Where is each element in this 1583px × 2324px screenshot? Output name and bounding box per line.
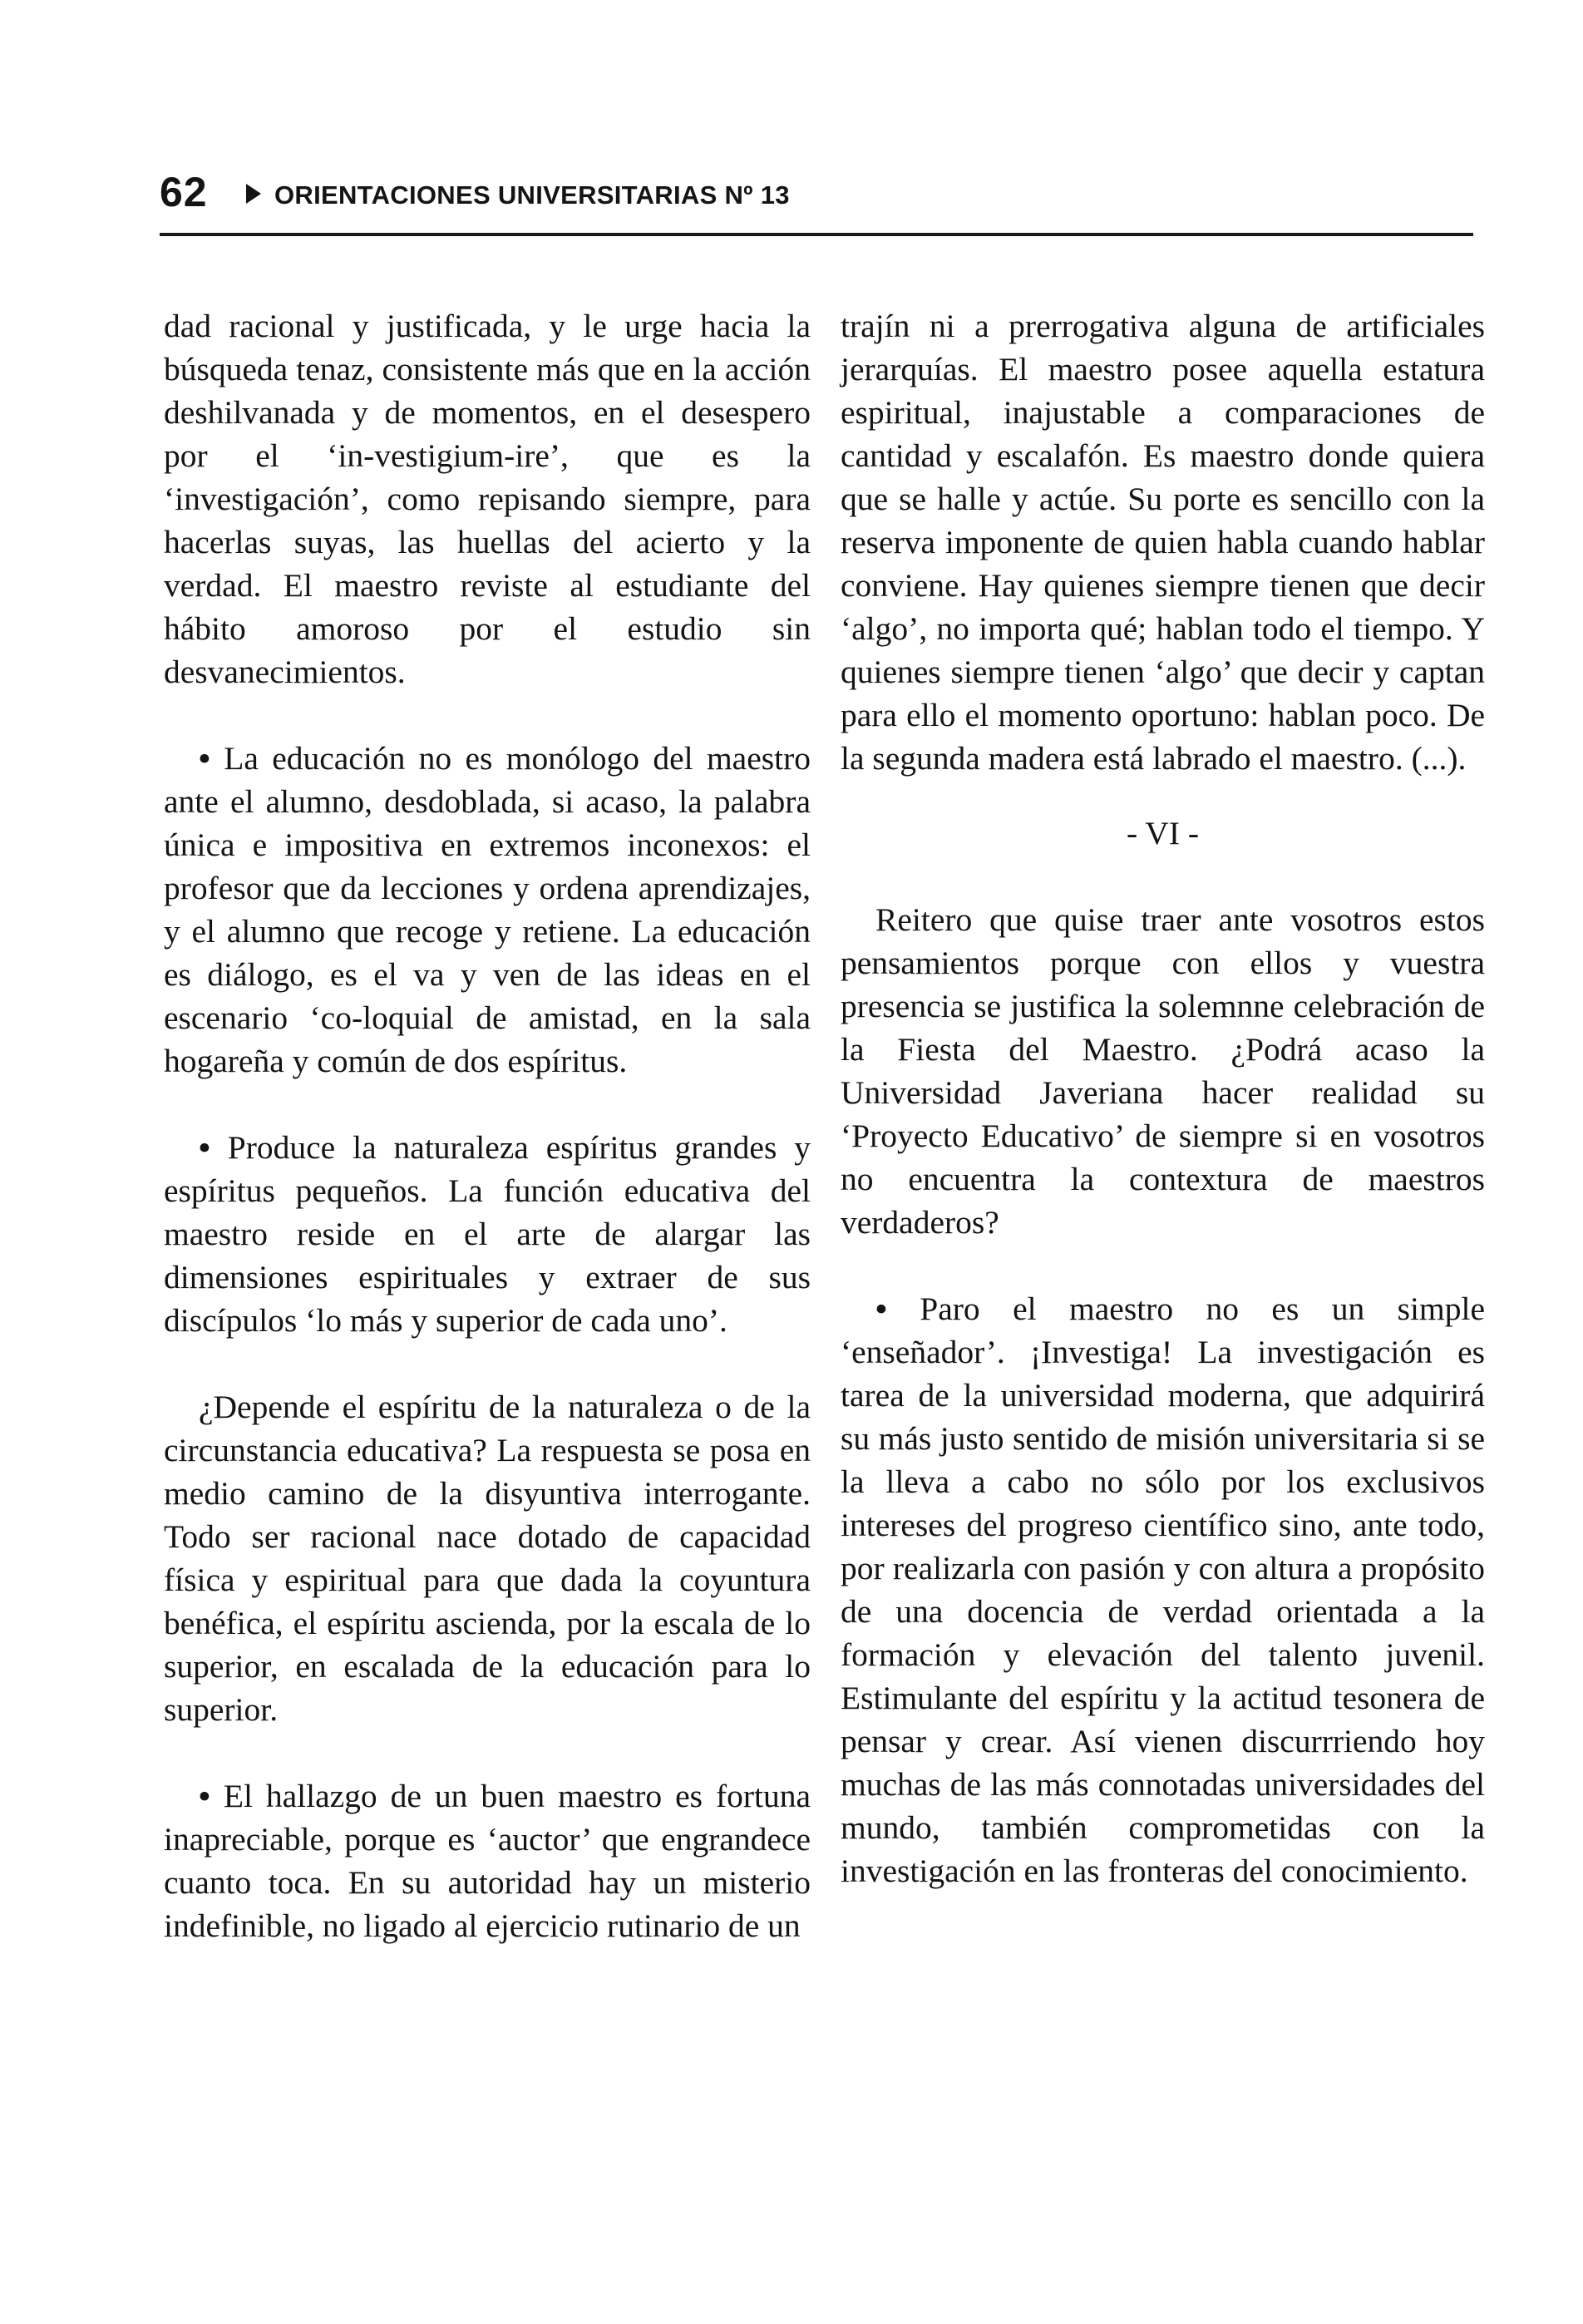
triangle-right-icon bbox=[246, 184, 261, 204]
paragraph-text: Paro el maestro no es un simple ‘enseñador’. ¡Investiga! La investigación es tarea de la universidad moderna, que adquirirá su más justo sentido de misión universitaria si se la lleva a cabo no sólo por los exclusivos intereses del progreso científico sino, ante todo, por realizarla con pasión y con altura a propósito de una docencia de verdad orientada a la formación y elevación del talento juvenil. Estimulante del espíritu y la actitud tesonera de pensar y crear. Así vienen discurrriendo hoy muchas de las más connotadas universidades del mundo, también comprometidas con la investigación en las fronteras del conocimiento. bbox=[841, 1290, 1486, 1889]
bullet-paragraph bbox=[164, 1774, 811, 1947]
bullet-icon: • bbox=[199, 1129, 210, 1166]
bullet-paragraph bbox=[841, 1287, 1485, 1892]
paragraph-text: La educación no es monólogo del maestro ante el alumno, desdoblada, si acaso, la palabra única e impositiva en extremos inconexos: el profesor que da lecciones y ordena aprendizajes, y el alumno que recoge y retiene. La educación es diálogo, es el va y ven de las ideas en el escenario ‘co-loquial de amistad, en la sala hogareña y común de dos espíritus. bbox=[164, 740, 811, 1079]
left-column bbox=[164, 304, 811, 1947]
section-heading: - VI - bbox=[1126, 815, 1200, 851]
paragraph-text: Produce la naturaleza espíritus grandes y espíritus pequeños. La función educativa del maestro reside en el arte de alargar las dimensiones espirituales y extraer de sus discípulos ‘lo más y superior de cada uno’. bbox=[164, 1129, 811, 1339]
bullet-paragraph bbox=[164, 737, 811, 1083]
paragraph: ¿Depende el espíritu de la naturaleza o de la circunstancia educativa? La respuesta se posa en medio camino de la disyuntiva interrogante. Todo ser racional nace dotado de capacidad física y espiritual para que dada la coyuntura benéfica, el espíritu ascienda, por la escala de lo superior, en escalada de la educación para lo superior. bbox=[164, 1389, 811, 1728]
paragraph-text: El hallazgo de un buen maestro es fortuna inapreciable, porque es ‘auctor’ que engrandece cuanto toca. En su autoridad hay un misterio indefinible, no ligado al ejercicio rutinario de un bbox=[164, 1778, 811, 1944]
bullet-icon: • bbox=[875, 1290, 887, 1327]
bullet-icon: • bbox=[199, 1778, 210, 1814]
bullet-icon: • bbox=[199, 740, 210, 777]
paragraph: dad racional y justificada, y le urge hacia la búsqueda tenaz, consistente más que en la acción deshilvanada y de momentos, en el desespero por el ‘in-vestigium-ire’, que es la ‘investigación’, como repisando siempre, para hacerlas suyas, las huellas del acierto y la verdad. El maestro reviste al estudiante del hábito amoroso por el estudio sin desvanecimientos. bbox=[164, 308, 811, 690]
right-column bbox=[841, 304, 1485, 1892]
paragraph: trajín ni a prerrogativa alguna de artificiales jerarquías. El maestro posee aquella estatura espiritual, inajustable a comparaciones de cantidad y escalafón. Es maestro donde quiera que se halle y actúe. Su porte es sencillo con la reserva imponente de quien habla cuando hablar conviene. Hay quienes siempre tienen que decir ‘algo’, no importa qué; hablan todo el tiempo. Y quienes siempre tienen ‘algo’ que decir y captan para ello el momento oportuno: hablan poco. De la segunda madera está labrado el maestro. (...). bbox=[841, 308, 1485, 777]
page-header bbox=[160, 166, 1473, 236]
page-number: 62 bbox=[160, 169, 208, 215]
paragraph: Reitero que quise traer ante vosotros estos pensamientos porque con ellos y vuestra presencia se justifica la solemnne celebración de la Fiesta del Maestro. ¿Podrá acaso la Universidad Javeriana hacer realidad su ‘Proyecto Educativo’ de siempre si en vosotros no encuentra la contextura de maestros verdaderos? bbox=[841, 901, 1485, 1241]
bullet-paragraph bbox=[164, 1126, 811, 1342]
publication-title: ORIENTACIONES UNIVERSITARIAS Nº 13 bbox=[274, 180, 790, 210]
